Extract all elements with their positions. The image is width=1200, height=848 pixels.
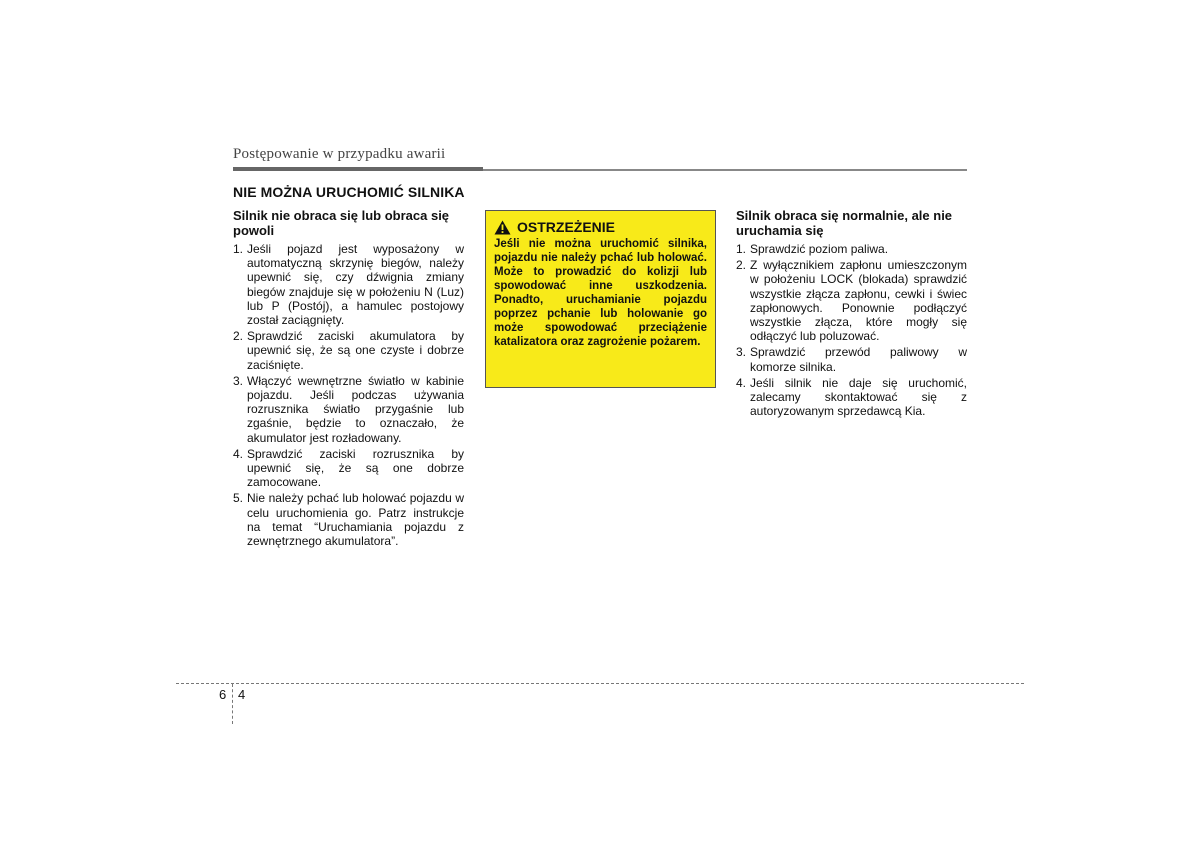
warning-header (494, 219, 707, 235)
list-item-text: Jeśli pojazd jest wyposażony w automatyczną skrzynię biegów, należy upewnić się, czy dźwignia zmiany biegów znajduje się w położeniu N (Luz) lub P (Postój), a hamulec postojowy został zaciągnięty. (247, 242, 464, 328)
list-item-number: 1. (233, 242, 244, 256)
right-column-heading: Silnik obraca się normalnie, ale nie uruchamia się (736, 208, 953, 238)
list-item-text: Sprawdzić zaciski akumulatora by upewnić się, że są one czyste i dobrze zaciśnięte. (247, 329, 464, 372)
list-item-number: 3. (736, 345, 747, 360)
list-item-text: Sprawdzić poziom paliwa. (750, 242, 889, 256)
list-item (233, 242, 464, 327)
list-item-number: 1. (736, 242, 747, 256)
left-column-heading: Silnik nie obraca się lub obraca się powoli (233, 208, 450, 238)
page-header-title: Postępowanie w przypadku awarii (233, 146, 446, 162)
list-item-number: 3. (233, 373, 244, 388)
right-steps-list (736, 242, 967, 418)
page-number: 4 (238, 687, 246, 702)
warning-text: Jeśli nie można uruchomić silnika, pojazdu nie należy pchać lub holować. Może to prowadzić do kolizji lub spowodować inne uszkodzenia. Ponadto, uruchamianie pojazdu poprzez pchanie lub holowanie go może spowodować przeciążenie katalizatora oraz zagrożenie pożarem. (494, 238, 707, 348)
warning-box (485, 210, 716, 388)
section-title: NIE MOŻNA URUCHOMIĆ SILNIKA (233, 184, 465, 200)
list-item (233, 491, 464, 548)
list-item-number: 5. (233, 491, 244, 506)
list-item-text: Włączyć wewnętrzne światło w kabinie pojazdu. Jeśli podczas używania rozrusznika światło przygaśnie lub zgaśnie, będzie to oznaczało, że akumulator jest rozładowany. (247, 373, 464, 445)
list-item (233, 329, 464, 372)
right-column (736, 208, 967, 420)
list-item-text: Jeśli silnik nie daje się uruchomić, zalecamy skontaktować się z autoryzowanym sprzedawcą Kia. (750, 375, 967, 419)
list-item (736, 242, 967, 256)
header-rule-dark (233, 167, 483, 171)
list-item-number: 4. (233, 446, 244, 461)
warning-triangle-icon (494, 220, 511, 235)
list-item-number: 4. (736, 375, 747, 390)
list-item (233, 447, 464, 490)
list-item-text: Sprawdzić zaciski rozrusznika by upewnić się, że są one dobrze zamocowane. (247, 446, 464, 490)
footer-divider (232, 684, 233, 724)
list-item (736, 345, 967, 373)
left-steps-list (233, 242, 464, 548)
list-item-text: Sprawdzić przewód paliwowy w komorze silnika. (750, 345, 967, 374)
list-item (736, 376, 967, 419)
page-section-number: 6 (219, 687, 227, 702)
warning-title: OSTRZEŻENIE (517, 219, 616, 235)
list-item (736, 258, 967, 343)
list-item-number: 2. (736, 258, 747, 273)
header-rule-light (483, 169, 967, 171)
footer-rule (176, 683, 1024, 684)
list-item-text: Z wyłącznikiem zapłonu umieszczonym w położeniu LOCK (blokada) sprawdzić wszystkie złącza zapłonu, cewki i świec zapłonowych. Ponownie podłączyć wszystkie złącza, które mogły się odłączyć lub poluzować. (750, 258, 967, 344)
list-item-text: Nie należy pchać lub holować pojazdu w celu uruchomienia go. Patrz instrukcje na temat “Uruchamiania pojazdu z zewnętrznego akumulatora”. (247, 491, 464, 549)
list-item (233, 374, 464, 445)
list-item-number: 2. (233, 329, 244, 344)
left-column (233, 208, 464, 550)
